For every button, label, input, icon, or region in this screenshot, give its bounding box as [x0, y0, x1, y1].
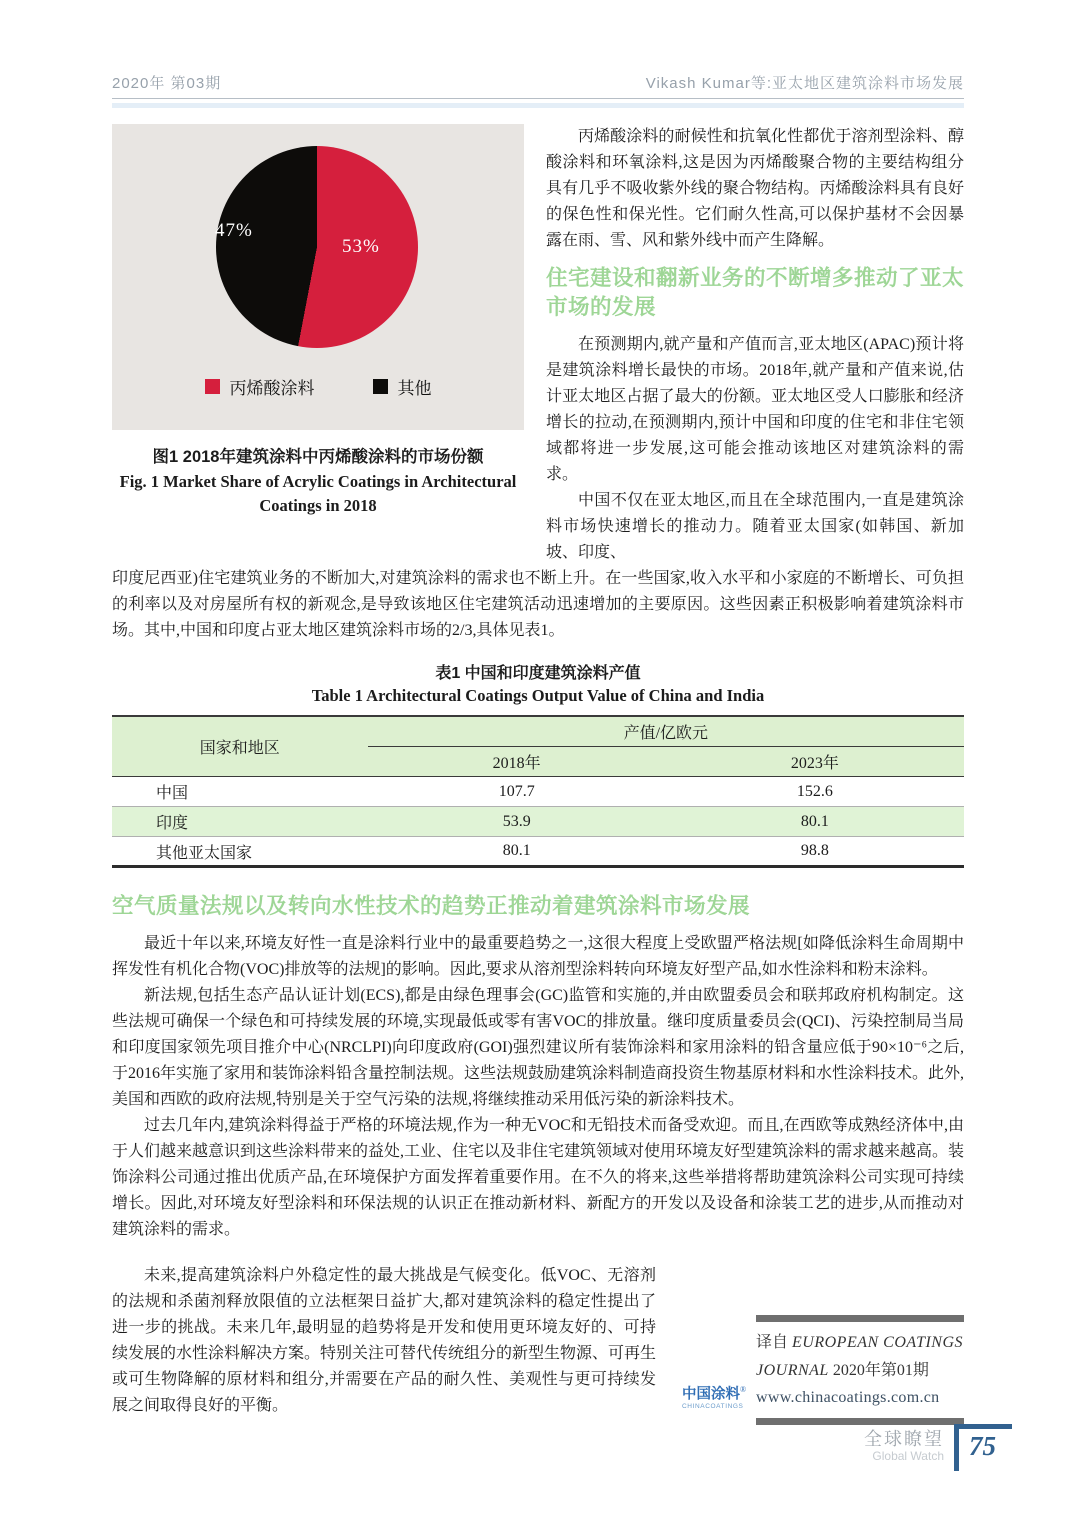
paragraph-eco-trend: 最近十年以来,环境友好性一直是涂料行业中的最重要趋势之一,这很大程度上受欧盟严格法规[如降低涂料生命周期中挥发性有机化合物(VOC)排放等的法规]的影响。因此,要求从溶剂型涂料转向环境友好型产品,如水性涂料和粉末涂料。: [112, 935, 964, 978]
column-name-en: Global Watch: [872, 1448, 944, 1463]
journal-name-part1: EUROPEAN COATINGS: [792, 1334, 964, 1351]
cell-2018: 80.1: [502, 842, 531, 859]
website-url: www.chinacoatings.com.cn: [756, 1389, 940, 1407]
table-header-2018: 2018年: [368, 747, 666, 777]
cell-2023: 98.8: [800, 842, 829, 859]
attribution-line1: [756, 1329, 964, 1357]
registered-mark-icon: ®: [740, 1385, 747, 1394]
cell-2018: 107.7: [498, 782, 535, 800]
legend-item-acrylic: [205, 374, 315, 399]
china-coatings-logo: [682, 1386, 756, 1411]
translated-from-label: 译自: [756, 1334, 789, 1351]
column-name-zh: 全球瞭望: [864, 1429, 944, 1449]
paragraph-future-challenges: 未来,提高建筑涂料户外稳定性的最大挑战是气候变化。低VOC、无溶剂的法规和杀菌剂释放限值的立法框架日益扩大,都对建筑涂料的稳定性提出了进一步的挑战。未来几年,最明显的趋势将是开发和使用更环境友好的、可持续发展的水性涂料解决方案。特别关注可替代传统组分的新型生物源、可再生或可生物降解的原材料和组分,并需要在产品的耐久性、美观性与更可持续发展之间取得良好的平衡。: [112, 1267, 657, 1414]
table-header-value-group: 产值/亿欧元: [368, 716, 964, 747]
paragraph-china-driver-part1: 中国不仅在亚太地区,而且在全球范围内,一直是建筑涂料市场快速增长的推动力。随着亚太国家(如韩国、新加坡、印度、: [546, 492, 964, 561]
paragraph-china-driver-part2: 印度尼西亚)住宅建筑业务的不断加大,对建筑涂料的需求也不断上升。在一些国家,收入水平和小家庭的不断增长、可负担的利率以及对房屋所有权的新观念,是导致该地区住宅建筑活动迅速增加的主要原因。这些因素正积极影响着建筑涂料市场。其中,中国和印度占亚太地区建筑涂料市场的2/3,具体见表1。: [112, 570, 964, 639]
table-block: [112, 660, 964, 868]
header-issue: 2020年 第03期: [112, 75, 222, 92]
column-name: [864, 1429, 944, 1463]
table-head: [112, 716, 964, 777]
pie-slice-label-acrylic: 53%: [342, 236, 380, 257]
chart-legend: [112, 374, 524, 399]
cell-region: 其他亚太国家: [156, 844, 253, 862]
legend-label-other: 其他: [397, 379, 432, 398]
legend-label-acrylic: 丙烯酸涂料: [229, 379, 315, 398]
paragraph-apac-forecast: 在预测期内,就产量和产值而言,亚太地区(APAC)预计将是建筑涂料增长最快的市场。2018年,就产量和产值来说,估计亚太地区占据了最大的份额。亚太地区受人口膨胀和经济增长的拉动,在预测期内,预计中国和印度的住宅和非住宅领域都将进一步发展,这可能会推动该地区对建筑涂料的需求。: [546, 336, 964, 483]
pie-chart: [216, 146, 418, 348]
top-section: [112, 124, 964, 566]
figure-caption-en-line2: Coatings in 2018: [259, 496, 377, 515]
logo-wordmark: 中国涂料: [682, 1386, 740, 1403]
page-badge: [864, 1424, 1012, 1471]
cell-region: 中国: [156, 785, 189, 802]
journal-name-part2: JOURNAL: [756, 1362, 829, 1379]
table-row: [112, 837, 964, 867]
table-header-2023: 2023年: [666, 747, 964, 777]
paragraph-new-regulations: 新法规,包括生态产品认证计划(ECS),都是由绿色理事会(GC)监管和实施的,并由欧盟委员会和联邦政府机构制定。这些法规可确保一个绿色和可持续发展的环境,实现最低或零有害VOC的排放量。继印度质量委员会(QCI)、污染控制局当局和印度国家领先项目推介中心(NRCLPI)向印度政府(GOI)强烈建议所有装饰涂料和家用涂料的铅含量应低于90×10⁻⁶之后,于2016年实施了家用和装饰涂料铅含量控制法规。这些法规鼓励建筑涂料制造商投资生物基原材料和水性涂料技术。此外,美国和西欧的政府法规,特别是关于空气污染的法规,将继续推动采用低污染的新涂料技术。: [112, 987, 965, 1108]
journal-issue: 2020年第01期: [832, 1362, 929, 1379]
logo-subtext: CHINACOATINGS: [682, 1403, 744, 1411]
legend-item-other: [373, 374, 432, 399]
section-heading-apac-growth: 住宅建设和翻新业务的不断增多推动了亚太市场的发展: [546, 266, 965, 319]
table-row: [112, 807, 964, 837]
table-title-zh: 表1 中国和印度建筑涂料产值: [435, 665, 641, 682]
table-row: [112, 777, 964, 807]
cell-2023: 152.6: [796, 782, 833, 800]
header-running-title: Vikash Kumar等:亚太地区建筑涂料市场发展: [645, 75, 964, 92]
paragraph-acrylic-properties: 丙烯酸涂料的耐候性和抗氧化性都优于溶剂型涂料、醇酸涂料和环氧涂料,这是因为丙烯酸聚合物的主要结构组分具有几乎不吸收紫外线的聚合物结构。丙烯酸涂料具有良好的保色性和保光性。它们耐久性高,可以保护基材不会因暴露在雨、雪、风和紫外线中而产生降解。: [546, 128, 964, 249]
page-header: [112, 72, 964, 99]
figure-caption-zh: 图1 2018年建筑涂料中丙烯酸涂料的市场份额: [152, 448, 484, 466]
figure-caption-en-line1: Fig. 1 Market Share of Acrylic Coatings in Architectural: [119, 472, 517, 491]
right-text-column: [546, 124, 964, 566]
cell-2018: 53.9: [502, 812, 531, 830]
paragraph-voc-free: 过去几年内,建筑涂料得益于严格的环境法规,作为一种无VOC和无铅技术而备受欢迎。而且,在西欧等成熟经济体中,由于人们越来越意识到这些涂料带来的益处,工业、住宅以及非住宅建筑领域对使用环境友好型建筑涂料的需求越来越高。装饰涂料公司通过推出优质产品,在环境保护方面发挥着重要作用。在不久的将来,这些举措将帮助建筑涂料公司实现可持续增长。因此,对环境友好型涂料和环保法规的认识正在推动新材料、新配方的开发以及设备和涂装工艺的进步,从而推动对建筑涂料的需求。: [112, 1117, 965, 1238]
figure-caption-en: [112, 470, 524, 518]
attribution-url-row: [682, 1386, 964, 1411]
source-attribution-box: [682, 1315, 964, 1425]
table-body: [112, 777, 964, 867]
table-title-en: Table 1 Architectural Coatings Output Value of China and India: [311, 686, 765, 705]
page-number: 75: [969, 1431, 996, 1461]
header-accent-band: [112, 103, 964, 108]
page-number-bracket: [954, 1424, 1012, 1471]
pie-slice-label-other: 47%: [215, 220, 253, 241]
pie-chart-panel: [112, 124, 524, 430]
page-content: [0, 72, 1072, 1425]
cell-2023: 80.1: [800, 812, 829, 830]
last-section: [112, 1263, 964, 1425]
attribution-line2: [756, 1357, 964, 1385]
output-value-table: [112, 715, 964, 868]
section-heading-air-quality: 空气质量法规以及转向水性技术的趋势正推动着建筑涂料市场发展: [112, 894, 751, 918]
cell-region: 印度: [156, 815, 189, 832]
legend-swatch-other: [373, 379, 388, 394]
legend-swatch-acrylic: [205, 379, 220, 394]
table-header-region: 国家和地区: [112, 716, 368, 777]
figure-block: [112, 124, 524, 566]
attribution-top-rule: [756, 1315, 964, 1322]
